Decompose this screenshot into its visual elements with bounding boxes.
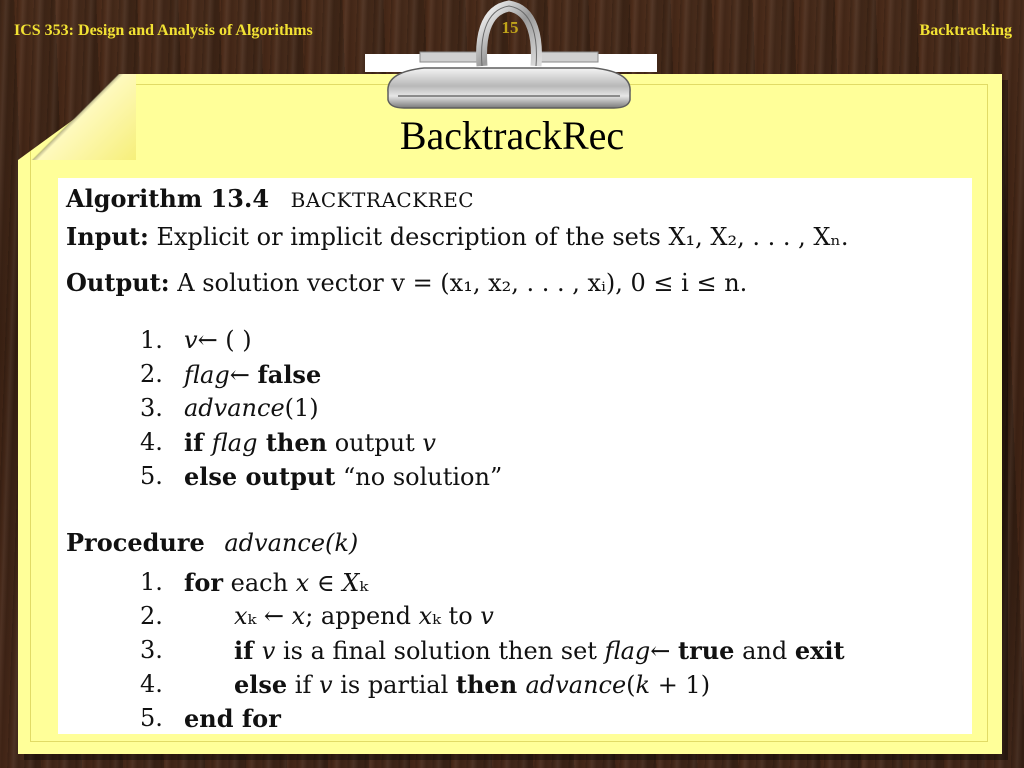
algorithm-heading bbox=[66, 184, 474, 213]
main-step-number: 2. bbox=[140, 360, 163, 388]
algorithm-name: BACKTRACKREC bbox=[290, 188, 475, 212]
step-fragment: “no solution” bbox=[335, 463, 503, 491]
main-step-text bbox=[184, 360, 321, 389]
step-fragment: if bbox=[234, 636, 262, 665]
input-label: Input: bbox=[66, 222, 149, 251]
step-fragment: ← bbox=[229, 361, 258, 389]
step-fragment: then bbox=[455, 670, 526, 699]
step-fragment: ← ( ) bbox=[197, 326, 252, 354]
procedure-step-number: 1. bbox=[140, 568, 163, 596]
step-fragment: + 1) bbox=[650, 671, 711, 699]
step-fragment: then bbox=[257, 428, 328, 457]
step-fragment: X bbox=[342, 569, 360, 597]
procedure-step-number: 2. bbox=[140, 602, 163, 630]
step-fragment: flag bbox=[604, 637, 651, 665]
output-text: A solution vector v = (x₁, x₂, . . . , xᵢ), 0 ≤ i ≤ n. bbox=[177, 269, 748, 297]
step-fragment: x bbox=[295, 569, 310, 597]
step-fragment: ; append bbox=[305, 602, 419, 630]
step-fragment: is partial bbox=[332, 671, 456, 699]
step-fragment: v bbox=[480, 602, 494, 630]
step-fragment: x bbox=[291, 602, 306, 630]
step-fragment: flag bbox=[184, 361, 230, 389]
step-fragment: k bbox=[635, 671, 651, 699]
step-fragment: ₖ ← bbox=[247, 602, 292, 630]
procedure-label: Procedure bbox=[66, 528, 205, 557]
main-step-text bbox=[184, 428, 436, 457]
input-line bbox=[66, 222, 849, 251]
binder-clip-icon bbox=[384, 0, 634, 112]
algorithm-figure bbox=[58, 178, 972, 734]
main-step-number: 5. bbox=[140, 462, 163, 490]
step-fragment: v bbox=[184, 326, 198, 354]
step-fragment: (1) bbox=[284, 394, 319, 422]
procedure-name: advance(k) bbox=[224, 529, 359, 557]
main-step-number: 3. bbox=[140, 394, 163, 422]
step-fragment: x bbox=[418, 602, 433, 630]
procedure-step-number: 5. bbox=[140, 704, 163, 732]
step-fragment: v bbox=[422, 429, 436, 457]
step-fragment: else bbox=[234, 670, 288, 699]
main-step-text bbox=[184, 462, 502, 491]
step-fragment: true bbox=[678, 636, 735, 665]
step-fragment: flag bbox=[211, 429, 258, 457]
output-line bbox=[66, 268, 747, 297]
step-fragment: ∈ bbox=[309, 569, 343, 597]
procedure-step-text bbox=[234, 636, 845, 665]
algorithm-number: Algorithm 13.4 bbox=[66, 184, 270, 213]
step-fragment: end for bbox=[184, 704, 281, 733]
procedure-step-text bbox=[184, 704, 281, 733]
procedure-step-number: 3. bbox=[140, 636, 163, 664]
page-number: 15 bbox=[501, 18, 519, 37]
step-fragment: for bbox=[184, 568, 223, 597]
step-fragment: if bbox=[184, 428, 212, 457]
step-fragment: if bbox=[287, 671, 319, 699]
input-text: Explicit or implicit description of the sets X₁, X₂, . . . , Xₙ. bbox=[156, 223, 849, 251]
step-fragment: v bbox=[261, 637, 276, 665]
step-fragment: ₖ bbox=[359, 569, 369, 597]
course-title: ICS 353: Design and Analysis of Algorithms bbox=[14, 22, 313, 39]
step-fragment: ← bbox=[650, 637, 678, 665]
procedure-step-text bbox=[234, 602, 494, 630]
main-step-number: 1. bbox=[140, 326, 163, 354]
step-fragment: v bbox=[319, 671, 333, 699]
slide-title: BacktrackRec bbox=[399, 113, 625, 158]
step-fragment: advance bbox=[184, 394, 285, 422]
output-label: Output: bbox=[66, 268, 170, 297]
step-fragment: advance bbox=[525, 671, 627, 699]
step-fragment: output bbox=[327, 429, 423, 457]
step-fragment: each bbox=[222, 569, 296, 597]
step-fragment: is a final solution then set bbox=[275, 637, 605, 665]
step-fragment: and bbox=[734, 637, 795, 665]
procedure-step-number: 4. bbox=[140, 670, 163, 698]
topic-title: Backtracking bbox=[919, 22, 1012, 39]
step-fragment: false bbox=[257, 360, 322, 389]
step-fragment: else output bbox=[184, 462, 336, 491]
procedure-step-text bbox=[184, 568, 368, 597]
main-step-number: 4. bbox=[140, 428, 163, 456]
step-fragment: exit bbox=[794, 636, 845, 665]
step-fragment: x bbox=[234, 602, 248, 630]
main-step-text bbox=[184, 326, 252, 354]
procedure-heading bbox=[66, 528, 358, 557]
step-fragment: ₖ to bbox=[432, 602, 481, 630]
main-step-text bbox=[184, 394, 319, 422]
procedure-step-text bbox=[234, 670, 710, 699]
step-fragment: ( bbox=[626, 671, 636, 699]
